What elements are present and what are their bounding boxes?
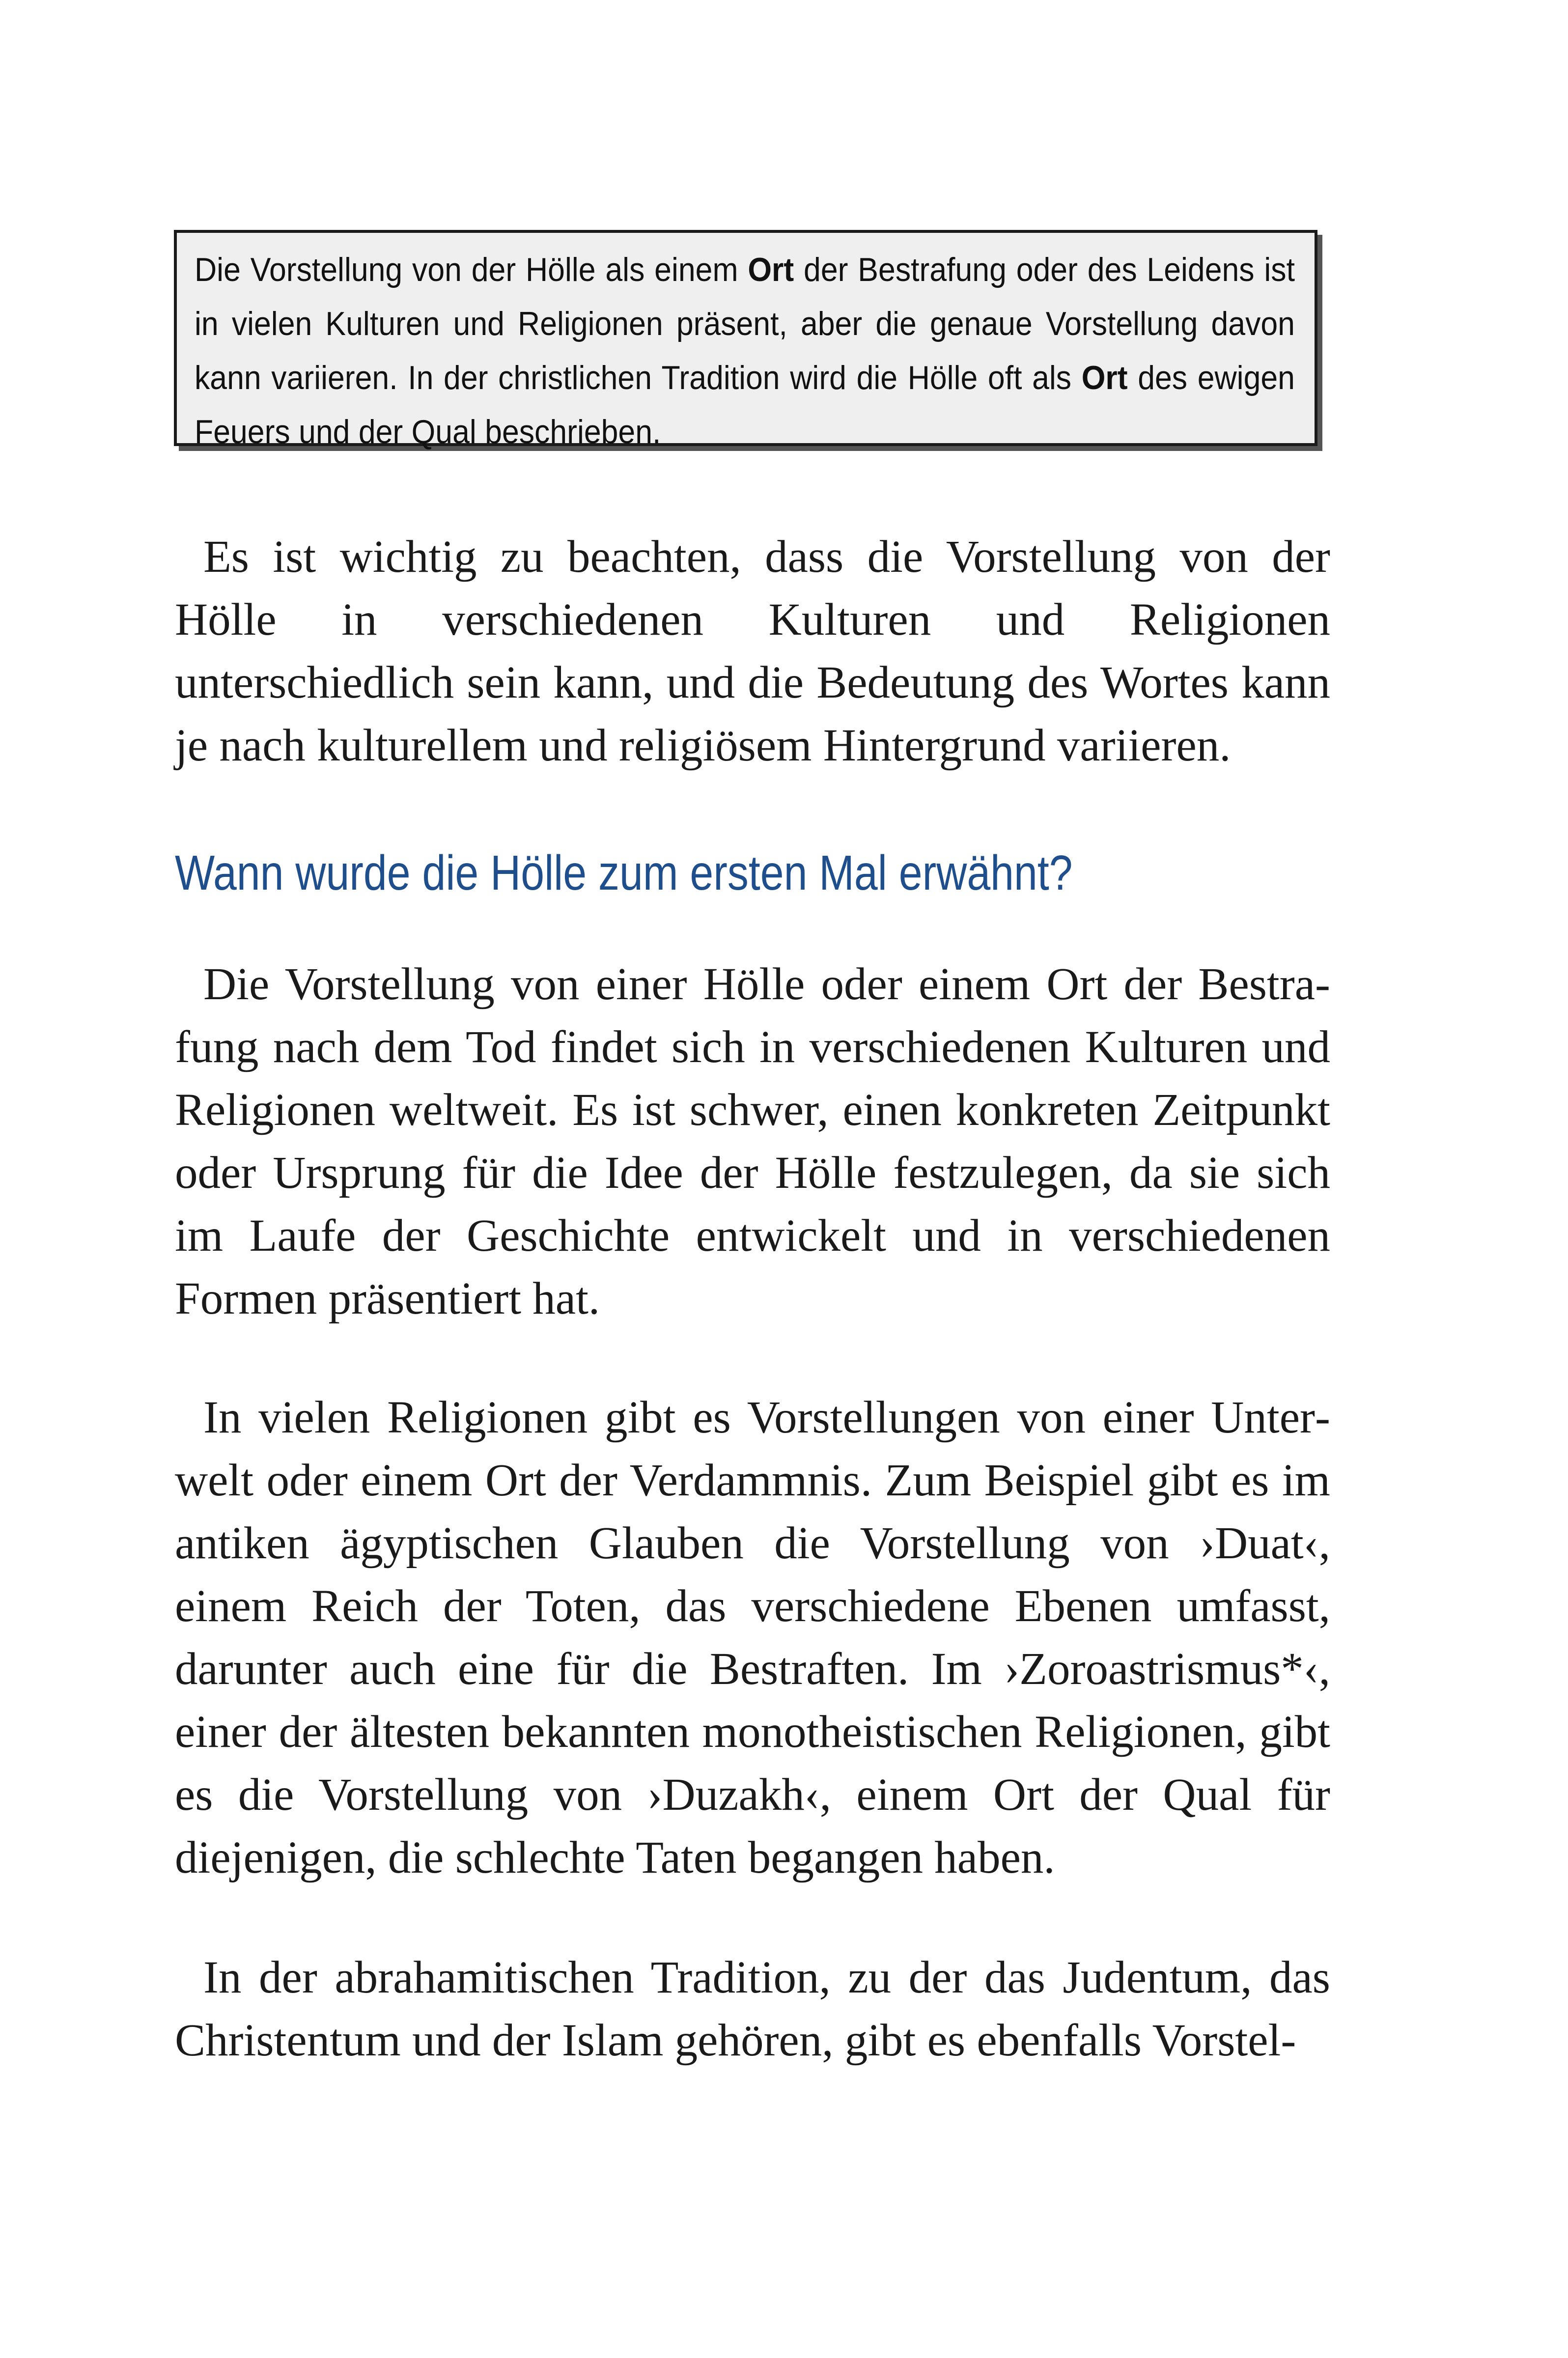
section-heading: Wann wurde die Hölle zum ersten Mal erwähnt? — [175, 845, 1073, 900]
callout-text-part-3: des ewigen Feuers und der Qual beschrieben. — [195, 359, 1295, 450]
definition-callout-box — [174, 230, 1317, 450]
callout-text-part-1: Die Vorstellung von der Hölle als einem — [195, 251, 748, 288]
callout-bold-term-1: Ort — [748, 251, 794, 288]
callout-text — [195, 243, 1295, 459]
body-paragraph-3: In vielen Religionen gibt es Vorstellungen von einer Unterwelt oder einem Ort der Verdammnis. Zum Beispiel gibt es im antiken ägyptischen Glauben die Vorstellung von ›Duat‹, einem Reich der Toten, das verschiedene Ebenen umfasst, darunter auch eine für die Bestraften. Im ›Zoroastrismus*‹, einer der ältesten bekannten monotheistischen Religionen, gibt es die Vorstellung von ›Duzakh‹, einem Ort der Qual für diejenigen, die schlechte Taten begangen haben. — [175, 1392, 1330, 1883]
body-paragraph-1: Es ist wichtig zu beachten, dass die Vorstellung von der Hölle in verschiedenen Kulturen und Religionen unterschiedlich sein kann, und die Bedeutung des Wortes kann je nach kulturellem und religiösem Hintergrund variieren. — [175, 532, 1330, 771]
callout-text-part-2: der Bestrafung oder des Leidens ist in vielen Kulturen und Religionen präsent, aber die genaue Vorstellung davon kann variieren. In der christlichen Tradition wird die Hölle oft als — [195, 251, 1295, 396]
callout-bold-term-2: Ort — [1081, 359, 1128, 396]
body-paragraph-2: Die Vorstellung von einer Hölle oder einem Ort der Bestrafung nach dem Tod findet sich in verschiedenen Kulturen und Religionen weltweit. Es ist schwer, einen konkreten Zeitpunkt oder Ursprung für die Idee der Hölle festzulegen, da sie sich im Laufe der Geschichte entwickelt und in verschiedenen Formen präsentiert hat. — [175, 959, 1330, 1324]
body-paragraph-4: In der abrahamitischen Tradition, zu der das Judentum, das Christentum und der Islam gehören, gibt es ebenfalls Vorstel- — [175, 1952, 1330, 2066]
